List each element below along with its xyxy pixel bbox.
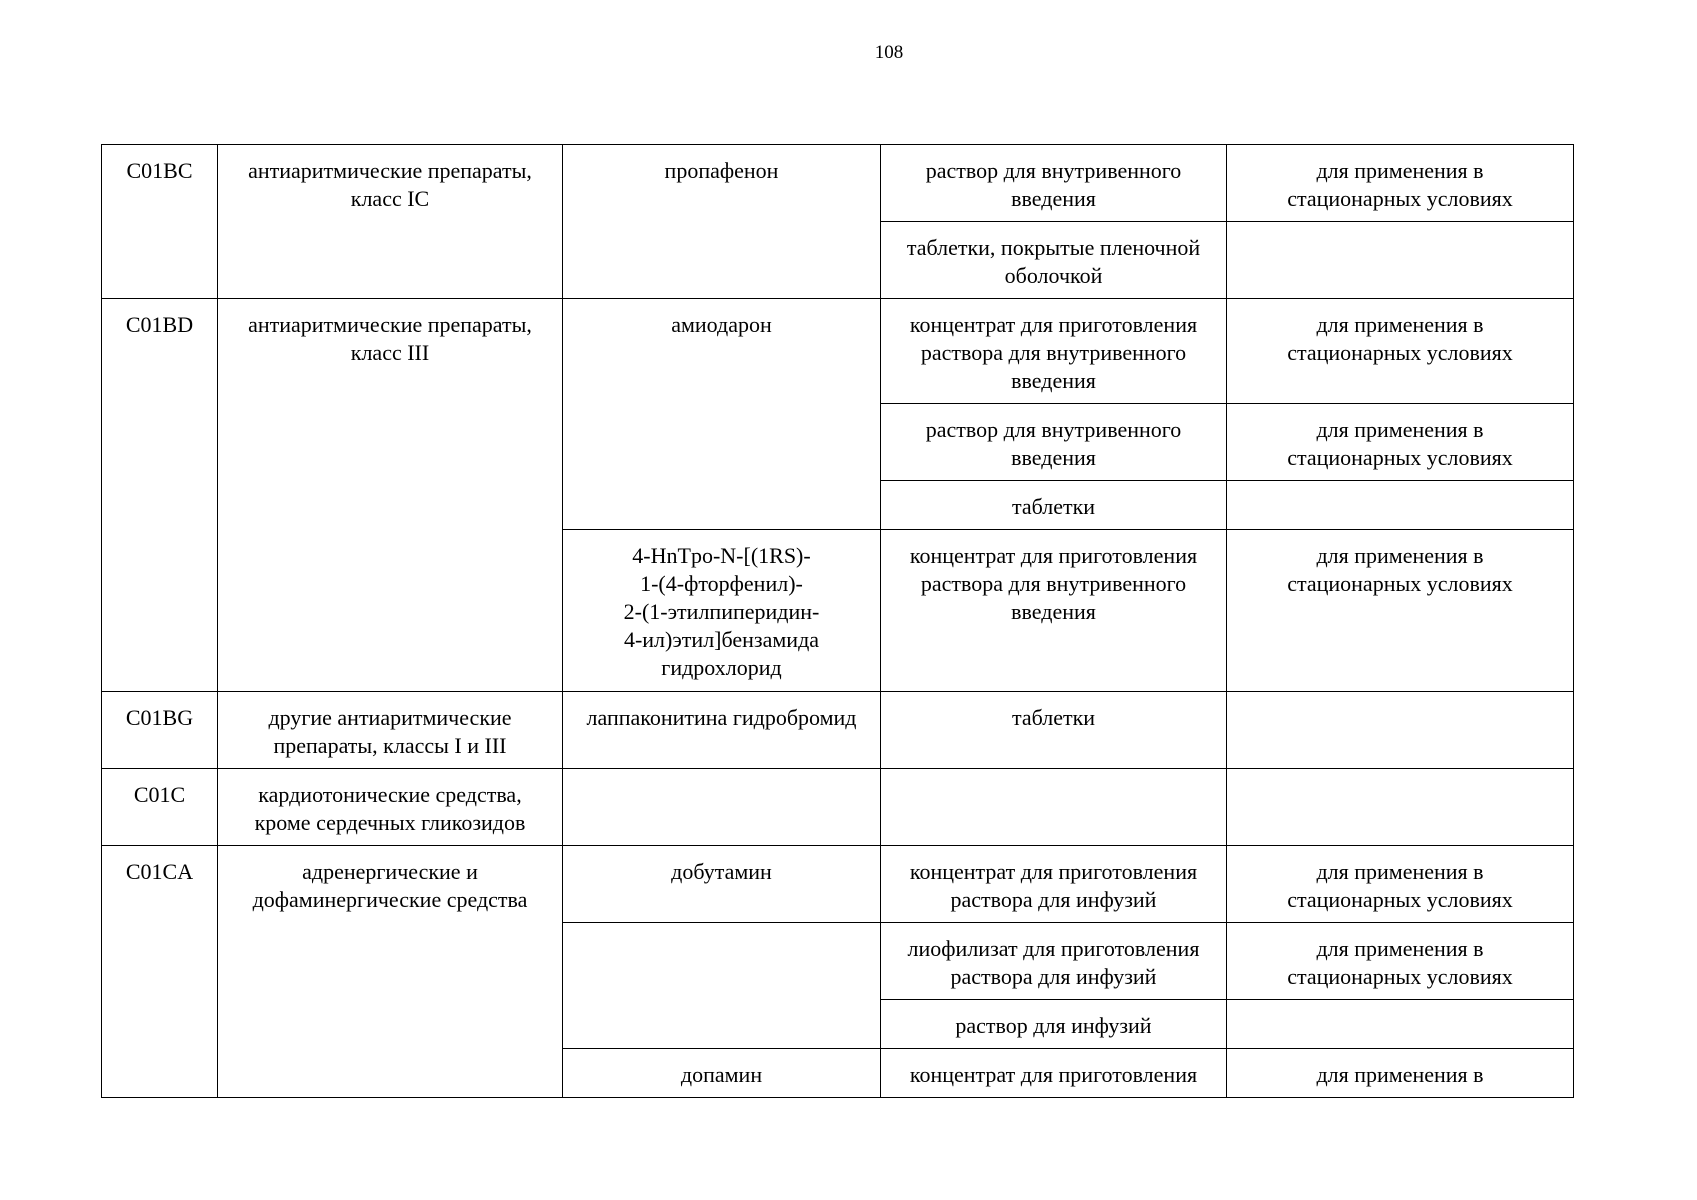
condition-text: для применения в стационарных условиях <box>1287 936 1513 989</box>
atc-code-cell: C01BC <box>102 145 218 299</box>
form-cell <box>881 222 1227 299</box>
condition-text: для применения в стационарных условиях <box>1287 312 1513 365</box>
condition-cell <box>1227 299 1574 404</box>
drug-cell: пропафенон <box>563 145 881 299</box>
drug-cell <box>563 769 881 846</box>
condition-cell <box>1227 530 1574 692</box>
form-text: концентрат для приготовления раствора для внутривенного введения <box>909 543 1198 624</box>
atc-code-cell: C01C <box>102 769 218 846</box>
atc-code-cell: C01BG <box>102 692 218 769</box>
atc-code-cell: C01BD <box>102 299 218 692</box>
group-text: кардиотонические средства, кроме сердечных гликозидов <box>254 782 526 835</box>
drug-table <box>101 144 1574 1098</box>
form-text: таблетки, покрытые пленочной оболочкой <box>906 235 1201 288</box>
group-cell <box>218 145 563 299</box>
form-cell: таблетки <box>881 692 1227 769</box>
form-text: концентрат для приготовления раствора для внутривенного введения <box>909 312 1198 393</box>
form-text: концентрат для приготовления раствора для инфузий <box>909 859 1198 912</box>
condition-cell <box>1227 145 1574 222</box>
condition-cell <box>1227 404 1574 481</box>
form-text: раствор для внутривенного введения <box>925 158 1182 211</box>
group-text: антиаритмические препараты, класс III <box>248 312 532 365</box>
condition-cell <box>1227 481 1574 530</box>
condition-cell: для применения в <box>1227 1049 1574 1098</box>
condition-text: для применения в стационарных условиях <box>1287 543 1513 596</box>
form-cell <box>881 846 1227 923</box>
condition-cell <box>1227 923 1574 1000</box>
drug-cell: добутамин <box>563 846 881 923</box>
group-cell <box>218 299 563 692</box>
form-cell <box>881 769 1227 846</box>
form-text: раствор для внутривенного введения <box>925 417 1182 470</box>
atc-code-cell: C01CA <box>102 846 218 1098</box>
condition-cell <box>1227 1000 1574 1049</box>
condition-cell <box>1227 769 1574 846</box>
drug-cell: амиодарон <box>563 299 881 530</box>
form-cell: раствор для инфузий <box>881 1000 1227 1049</box>
condition-cell <box>1227 692 1574 769</box>
group-cell <box>218 692 563 769</box>
form-cell <box>881 145 1227 222</box>
drug-cell <box>563 530 881 692</box>
drug-cell: допамин <box>563 1049 881 1098</box>
drug-text: 4-HnTpo-N-[(1RS)- 1-(4-фторфенил)- 2-(1-этилпиперидин- 4-ил)этил]бензамида гидрохлорид <box>623 543 820 680</box>
group-cell <box>218 846 563 1098</box>
form-cell <box>881 404 1227 481</box>
table-row <box>102 299 1574 404</box>
condition-text: для применения в стационарных условиях <box>1287 158 1513 211</box>
form-text: лиофилизат для приготовления раствора для инфузий <box>907 936 1200 989</box>
table-row <box>102 145 1574 222</box>
page-number: 108 <box>874 42 904 63</box>
form-cell <box>881 923 1227 1000</box>
drug-cell <box>563 923 881 1049</box>
form-cell: концентрат для приготовления <box>881 1049 1227 1098</box>
condition-text: для применения в стационарных условиях <box>1287 859 1513 912</box>
group-text: антиаритмические препараты, класс IC <box>248 158 532 211</box>
group-text: другие антиаритмические препараты, классы I и III <box>268 705 512 758</box>
drug-cell: лаппаконитина гидробромид <box>563 692 881 769</box>
table-row <box>102 846 1574 923</box>
form-cell <box>881 530 1227 692</box>
condition-cell <box>1227 846 1574 923</box>
table-row <box>102 692 1574 769</box>
group-text: адренергические и дофаминергические средства <box>252 859 528 912</box>
group-cell <box>218 769 563 846</box>
condition-text: для применения в стационарных условиях <box>1287 417 1513 470</box>
form-cell: таблетки <box>881 481 1227 530</box>
form-cell <box>881 299 1227 404</box>
condition-cell <box>1227 222 1574 299</box>
table-row <box>102 769 1574 846</box>
